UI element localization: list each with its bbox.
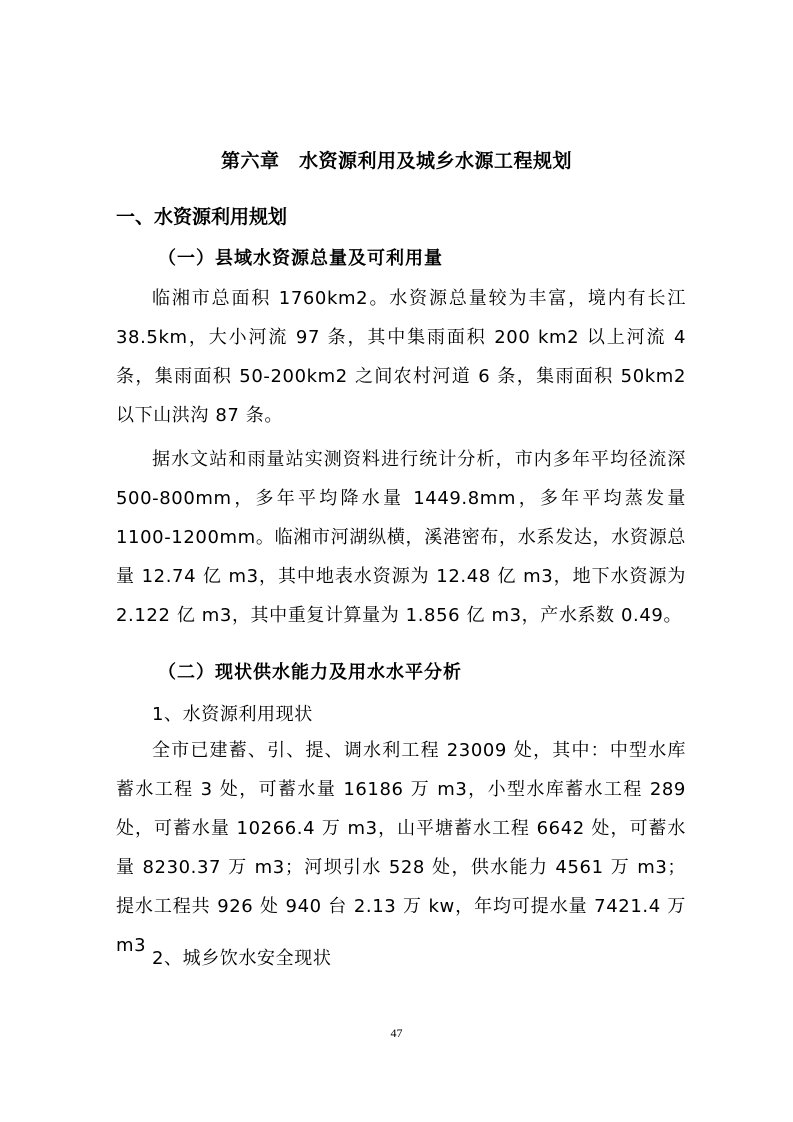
- paragraph-water-projects: 全市已建蓄、引、提、调水利工程 23009 处，其中：中型水库蓄水工程 3 处，可蓄水量 16186 万 m3，小型水库蓄水工程 289 处，可蓄水量 10266.4 万 m3，山平塘蓄水工程 6642 处，可蓄水量 8230.37 万 m3；河坝引水 528 处，供水能力 4561 万 m3；提水工程共 926 处 940 台 2.13 万 kw，年均可提水量 7421.4 万 m3: [116, 740, 686, 956]
- page-number: 47: [390, 1026, 403, 1040]
- item-title-water-use-status: 1、水资源利用现状: [152, 704, 313, 725]
- section-title-water-resource-planning: 一、水资源利用规划: [116, 206, 288, 228]
- paragraph-hydrology-analysis: 据水文站和雨量站实测资料进行统计分析，市内多年平均径流深 500-800mm，多年平均降水量 1449.8mm，多年平均蒸发量 1100-1200mm。临湘市河湖纵横，溪港密布，水系发达，水资源总量 12.74 亿 m3，其中地表水资源为 12.48 亿 m3，地下水资源为 2.122 亿 m3，其中重复计算量为 1.856 亿 m3，产水系数 0.49。: [116, 449, 686, 626]
- chapter-title: 第六章 水资源利用及城乡水源工程规划: [220, 150, 572, 172]
- item-title-drinking-water-safety: 2、城乡饮水安全现状: [152, 948, 332, 969]
- subsection-title-water-supply-capacity: （二）现状供水能力及用水水平分析: [158, 662, 462, 683]
- subsection-title-water-resource-total: （一）县域水资源总量及可利用量: [158, 248, 443, 269]
- paragraph-area-overview: 临湘市总面积 1760km2。水资源总量较为丰富，境内有长江 38.5km，大小河流 97 条，其中集雨面积 200 km2 以上河流 4 条，集雨面积 50-200km2 之间农村河道 6 条，集雨面积 50km2 以下山洪沟 87 条。: [116, 288, 686, 426]
